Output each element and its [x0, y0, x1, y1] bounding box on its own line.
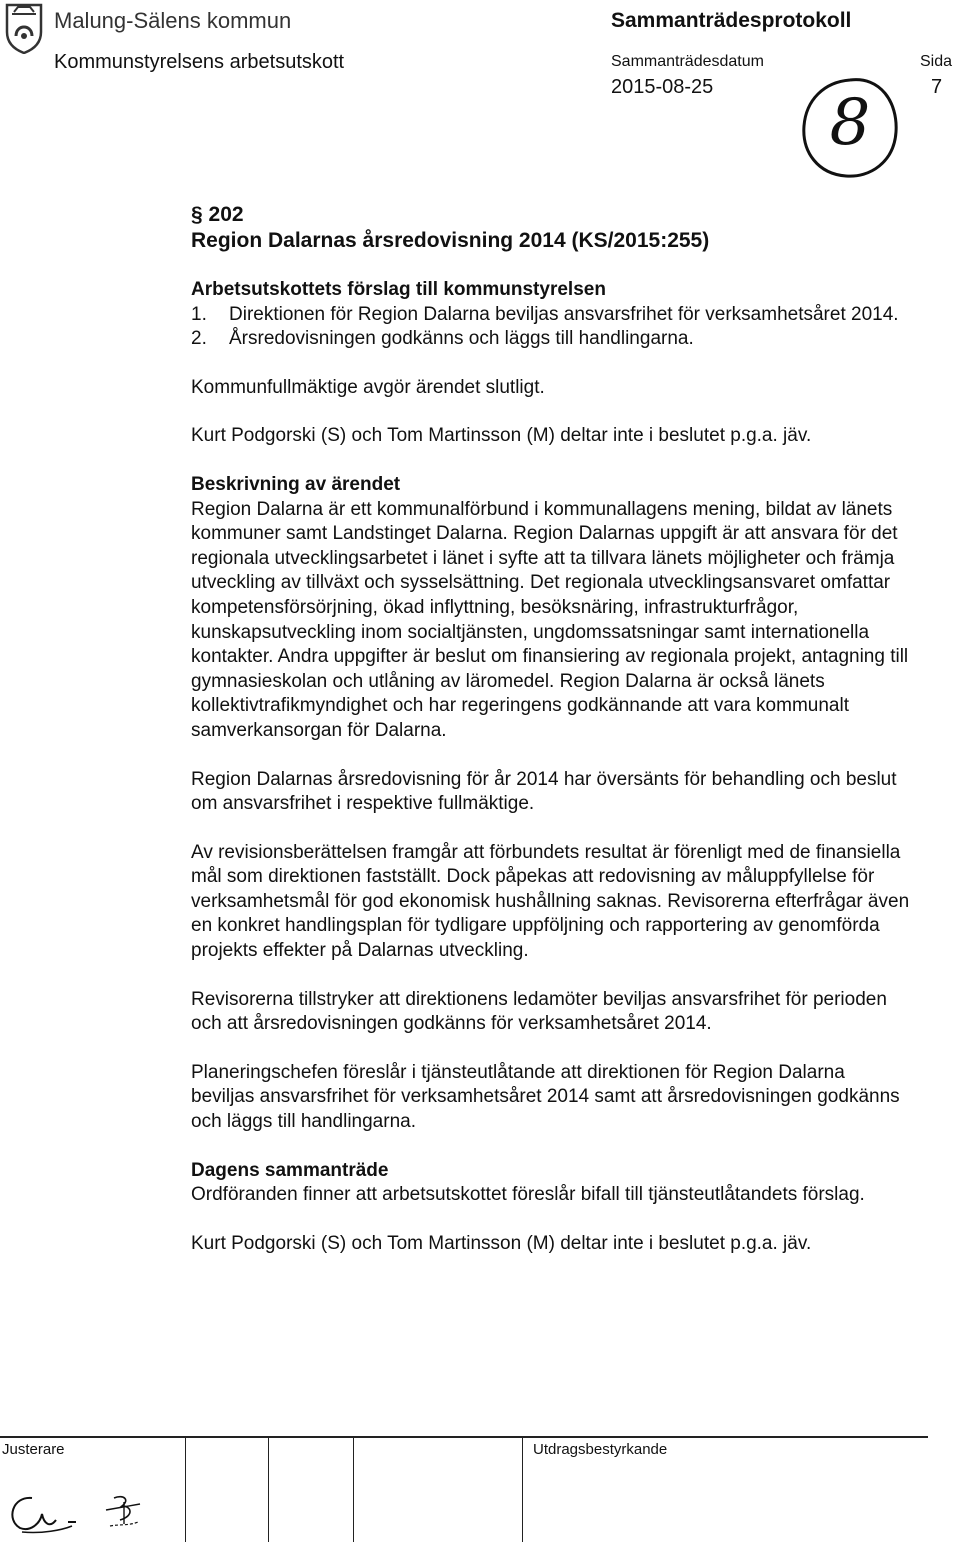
footer-column-divider [353, 1438, 354, 1542]
footer-column-divider [522, 1438, 523, 1542]
handwritten-stamp [798, 72, 902, 182]
municipality-name: Malung-Sälens kommun [54, 8, 292, 33]
proposal-item-number: 2. [191, 328, 207, 350]
page-number: 7 [931, 76, 943, 98]
meeting-date: 2015-08-25 [611, 76, 714, 98]
proposal-item [191, 327, 911, 352]
meeting-heading: Dagens sammanträde [191, 1159, 389, 1181]
reviewer-signatures [2, 1480, 162, 1540]
document-type: Sammanträdesprotokoll [611, 9, 852, 32]
description-paragraph: Planeringschefen föreslår i tjänsteutlåtande att direktionen för Region Dalarna beviljas ansvarsfrihet för verksamhetsåret 2014 samt att årsredovisningen godkänns och läggs till handlingarna. [191, 1061, 900, 1133]
stamp-number: 8 [829, 86, 871, 160]
proposal-item-text: Årsredovisningen godkänns och läggs till handlingarna. [229, 328, 694, 350]
certification-label: Utdragsbestyrkande [533, 1441, 668, 1458]
section-title: Region Dalarnas årsredovisning 2014 (KS/2015:255) [191, 229, 710, 252]
description-heading: Beskrivning av ärendet [191, 473, 401, 495]
description-paragraph: Av revisionsberättelsen framgår att förbundets resultat är förenligt med de finansiella mål som direktionen fastställt. Dock påpekas att redovisning av måluppfyllelse för verksamhetsmål för god ekonomisk hushållning saknas. Revisorerna efterfrågar även en konkret handlingsplan för tydligare uppföljning och rapportering av genomförda projekts effekter på Dalarnas utveckling. [191, 841, 910, 962]
description-paragraph: Region Dalarna är ett kommunalförbund i kommunallagens mening, bildat av länets kommuner samt Landstinget Dalarna. Region Dalarnas uppgift är att ansvara för det regionala utvecklingsarbetet i länet i syfte att ta tillvara länets möjligheter och främja utveckling av tillväxt och sysselsättning. Det regionala utvecklingsansvaret omfattar kompetensförsörjning, ökad inflyttning, besöksnäring, infrastrukturfrågor, kunskapsutveckling inom socialtjänsten, ungdomssatsningar samt internationella kontakter. Andra uppgifter är beslut om finansiering av regionala projekt, antagning till gymnasieskolan och utlåning av läromedel. Region Dalarna är också länets kollektivtrafikmyndighet och har regeringens godkännande att vara kommunalt samverkansorgan för Dalarna. [191, 498, 909, 741]
proposal-list [191, 303, 911, 352]
conflict-of-interest-note: Kurt Podgorski (S) och Tom Martinsson (M) deltar inte i beslutet p.g.a. jäv. [191, 425, 812, 447]
protocol-section [191, 202, 911, 1256]
description-paragraph: Revisorerna tillstryker att direktionens ledamöter beviljas ansvarsfrihet för perioden och att årsredovisningen godkänns för verksamhetsåret 2014. [191, 988, 887, 1035]
meeting-conflict-note: Kurt Podgorski (S) och Tom Martinsson (M) deltar inte i beslutet p.g.a. jäv. [191, 1232, 812, 1254]
proposal-item-number: 1. [191, 303, 207, 325]
municipal-crest-icon [4, 2, 44, 54]
page-label: Sida [920, 53, 953, 70]
footer-column-divider [185, 1438, 186, 1542]
reviewer-label: Justerare [2, 1441, 65, 1458]
proposal-item [191, 303, 911, 328]
footer-column-divider [268, 1438, 269, 1542]
proposal-item-text: Direktionen för Region Dalarna beviljas ansvarsfrihet för verksamhetsåret 2014. [229, 303, 899, 325]
paragraph-number: § 202 [191, 203, 244, 226]
description-paragraph: Region Dalarnas årsredovisning för år 2014 har översänts för behandling och beslut om ansvarsfrihet i respektive fullmäktige. [191, 768, 897, 815]
footer-divider [0, 1436, 928, 1438]
decision-note: Kommunfullmäktige avgör ärendet slutligt. [191, 376, 545, 398]
meeting-date-label: Sammanträdesdatum [611, 53, 764, 70]
committee-name: Kommunstyrelsens arbetsutskott [54, 51, 345, 73]
meeting-text: Ordföranden finner att arbetsutskottet föreslår bifall till tjänsteutlåtandets förslag. [191, 1184, 865, 1206]
proposal-heading: Arbetsutskottets förslag till kommunstyrelsen [191, 279, 606, 300]
